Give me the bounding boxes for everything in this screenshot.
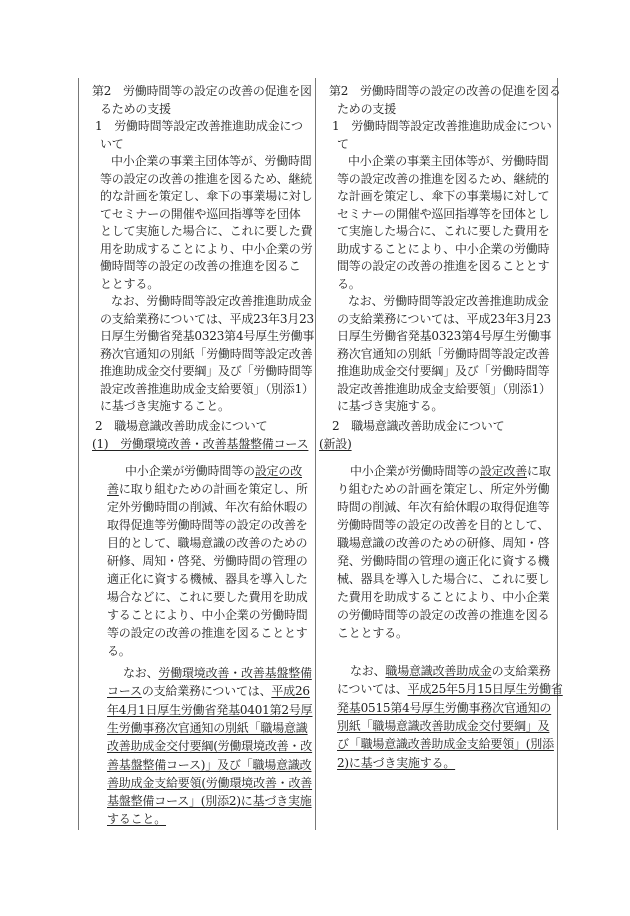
left-text-line: [123, 666, 312, 680]
text-segment: に基づき実施すること。: [100, 399, 230, 413]
text-segment: 中小企業が労働時間等の: [125, 464, 255, 478]
left-text-line: [100, 364, 312, 378]
underlined-revision: 生労働事務次官通知の別紙「職場意識: [107, 720, 308, 735]
underlined-revision: 平成26: [271, 684, 310, 699]
text-segment: 働時間等の設定の改善の推進を図るこ: [100, 259, 301, 273]
underlined-revision: 職場意識改善助成金: [385, 664, 492, 678]
text-segment: 2 職場意識改善助成金について: [332, 419, 505, 433]
right-text-line: [337, 207, 549, 221]
right-text-line: [337, 756, 455, 770]
text-segment: の支給業務については、平成23年3月23: [100, 311, 314, 326]
right-text-line: [337, 102, 396, 116]
text-segment: なお、労働時間等設定改善推進助成金: [111, 294, 312, 308]
text-segment: に基づき実施する。: [337, 399, 444, 413]
text-segment: 職場意識の改善のための研修、周知・啓: [337, 536, 550, 550]
right-text-line: [337, 172, 549, 186]
text-segment: て実施した場合に、これに要した費用を: [337, 224, 550, 238]
left-text-line: [95, 119, 303, 133]
text-segment: た費用を助成することにより、中小企業: [337, 590, 550, 604]
left-text-line: [107, 626, 308, 640]
text-segment: 定外労働時間の削減、年次有給休暇の: [107, 500, 308, 514]
left-text-line: [100, 382, 314, 396]
right-text-line: [337, 399, 443, 413]
left-text-line: [100, 189, 312, 203]
text-segment: 場合などに、これに要した費用を助成: [107, 590, 308, 604]
text-segment: 用を助成することにより、中小企業の労: [100, 241, 313, 256]
right-text-line: [350, 664, 551, 678]
right-text-line: [337, 719, 549, 733]
underlined-revision: コース: [107, 684, 142, 699]
underlined-revision: 善基盤整備コース)」及び「職場意識改: [107, 757, 312, 772]
text-segment: 務次官通知の別紙「労働時間等設定改善: [100, 346, 313, 361]
text-segment: 推進助成金交付要綱」及び「労働時間等: [337, 364, 550, 378]
text-segment: 等の設定改善の推進を図るため、継続的: [337, 171, 549, 186]
text-segment: の支給業務については、: [141, 684, 272, 699]
left-text-line: [100, 347, 312, 361]
text-segment: の支給業務については、平成23年3月23: [337, 311, 551, 326]
right-text-line: [337, 259, 549, 273]
left-text-line: [107, 703, 312, 717]
right-text-line: [319, 437, 352, 451]
left-text-line: [100, 242, 312, 256]
text-segment: 第2 労働時間等の設定の改善の促進を図る: [329, 84, 561, 98]
right-text-line: [332, 119, 552, 133]
underlined-revision: 基盤整備コース」(別添2)に基づき実施: [107, 794, 312, 809]
right-text-line: [350, 464, 551, 478]
underlined-revision: 改善助成金交付要綱(労働環境改善・改: [107, 739, 313, 754]
text-segment: 適正化に資する機械、器具を導入した: [107, 572, 308, 586]
text-segment: る。: [107, 644, 131, 658]
left-text-line: [107, 644, 131, 658]
text-segment: 推進助成金交付要綱」及び「労働時間等: [100, 364, 313, 378]
underlined-revision: (新設): [319, 437, 352, 451]
text-segment: することにより、中小企業の労働時間: [107, 608, 308, 622]
text-segment: の労働時間等の設定の改善の推進を図る: [337, 608, 550, 622]
text-segment: る。: [337, 276, 361, 291]
text-segment: 取得促進等労働時間等の設定の改善を: [107, 518, 308, 532]
underlined-revision: 設定改善: [479, 464, 528, 478]
text-segment: なお、: [123, 666, 159, 680]
underlined-revision: 年4月1日厚生労働省発基0401第2号厚: [107, 702, 313, 717]
left-text-line: [107, 590, 308, 604]
text-segment: な計画を策定し、傘下の事業場に対して: [337, 189, 550, 203]
underlined-revision: (1) 労働環境改善・改善基盤整備コース: [92, 437, 309, 451]
right-text-line: [337, 189, 549, 203]
right-text-line: [337, 500, 549, 514]
text-segment: なお、労働時間等設定改善推進助成金: [348, 294, 549, 308]
left-text-line: [107, 554, 308, 568]
left-text-line: [107, 500, 308, 514]
text-segment: てセミナーの開催や巡回指導等を団体: [100, 206, 301, 221]
underlined-revision: 労働環境改善・改善基盤整備: [158, 666, 312, 680]
right-text-line: [337, 137, 349, 151]
right-text-line: [337, 277, 361, 291]
right-text-line: [329, 84, 561, 98]
right-text-line: [337, 312, 551, 326]
revised-column: [78, 0, 315, 916]
right-text-line: [337, 382, 551, 396]
text-segment: 械、器具を導入した場合に、これに要し: [337, 572, 550, 586]
left-text-line: [107, 776, 312, 790]
text-segment: 等の設定の改善の推進を図ることとす: [107, 626, 308, 640]
text-segment: 労働時間等の設定の改善を目的として、: [337, 518, 550, 532]
right-text-line: [337, 626, 408, 640]
right-text-line: [337, 701, 551, 715]
text-segment: り組むための計画を策定し、所定外労働: [337, 482, 550, 496]
text-segment: 的な計画を策定し、傘下の事業場に対し: [100, 189, 313, 203]
table-border-right: [557, 78, 558, 830]
right-text-line: [337, 329, 551, 343]
text-segment: ととする。: [100, 276, 160, 291]
text-segment: 助成することにより、中小企業の労働時: [337, 241, 550, 256]
text-segment: 中小企業が労働時間等の: [350, 464, 480, 478]
text-segment: 1 労働時間等設定改善推進助成金につ: [95, 119, 303, 133]
text-segment: 中小企業の事業主団体等が、労働時間: [111, 154, 312, 168]
text-segment: に取: [527, 464, 551, 478]
text-segment: に取り組むための計画を策定し、所: [118, 482, 308, 496]
text-segment: ための支援: [337, 101, 397, 116]
left-text-line: [125, 464, 302, 478]
left-text-line: [107, 518, 308, 532]
right-text-line: [332, 419, 504, 433]
current-column: [315, 0, 563, 916]
text-segment: の支給業務: [491, 664, 551, 678]
text-segment: 日厚生労働省発基0323第4号厚生労働事: [337, 329, 552, 343]
left-text-line: [107, 572, 308, 586]
text-segment: て: [337, 136, 349, 151]
text-segment: いて: [100, 136, 124, 151]
left-text-line: [107, 684, 310, 698]
text-segment: 1 労働時間等設定改善推進助成金につい: [332, 119, 552, 133]
text-segment: なお、: [350, 664, 386, 678]
left-text-line: [111, 154, 312, 168]
underlined-revision: 2)に基づき実施する。: [337, 755, 456, 770]
left-text-line: [107, 794, 312, 808]
right-text-line: [337, 482, 549, 496]
text-segment: こととする。: [337, 626, 408, 640]
underlined-revision: び「職場意識改善助成金支給要領」(別添: [337, 737, 554, 752]
right-text-line: [337, 518, 549, 532]
underlined-revision: すること。: [107, 812, 167, 827]
text-segment: セミナーの開催や巡回指導等を団体とし: [337, 206, 550, 221]
right-text-line: [337, 536, 549, 550]
text-segment: 設定改善推進助成金支給要領」（別添1）: [337, 381, 551, 396]
right-text-line: [348, 294, 549, 308]
text-segment: 務次官通知の別紙「労働時間等設定改善: [337, 346, 550, 361]
left-text-line: [100, 329, 314, 343]
text-segment: 間等の設定の改善の推進を図ることとす: [337, 259, 550, 273]
text-segment: 発、労働時間の管理の適正化に資する機: [337, 554, 550, 568]
text-segment: 研修、周知・啓発、労働時間の管理の: [107, 554, 308, 568]
right-text-line: [337, 242, 549, 256]
left-text-line: [107, 721, 308, 735]
text-segment: 2 職場意識改善助成金について: [95, 419, 268, 433]
underlined-revision: 設定の改: [254, 464, 303, 478]
left-text-line: [100, 102, 171, 116]
left-text-line: [111, 294, 312, 308]
left-text-line: [100, 259, 301, 273]
text-segment: 設定改善推進助成金支給要領」（別添1）: [100, 381, 314, 396]
underlined-revision: 善助成金支給要領(労働環境改善・改善: [107, 775, 313, 790]
right-text-line: [337, 554, 549, 568]
text-segment: については、: [337, 682, 408, 697]
left-text-line: [92, 437, 308, 451]
left-text-line: [100, 312, 314, 326]
right-text-line: [337, 737, 554, 751]
left-text-line: [100, 137, 124, 151]
left-text-line: [95, 419, 267, 433]
left-text-line: [92, 84, 312, 98]
text-segment: 中小企業の事業主団体等が、労働時間: [348, 154, 549, 168]
left-text-line: [107, 482, 308, 496]
left-text-line: [107, 608, 308, 622]
left-text-line: [100, 399, 230, 413]
right-text-line: [337, 608, 549, 622]
right-text-line: [337, 224, 549, 238]
text-segment: 等の設定の改善の推進を図るため、継続: [100, 171, 312, 186]
left-text-line: [100, 224, 312, 238]
left-text-line: [107, 812, 166, 826]
right-text-line: [337, 364, 549, 378]
text-segment: として実施した場合に、これに要した費: [100, 224, 313, 238]
right-text-line: [337, 590, 549, 604]
text-segment: 時間の削減、年次有給休暇の取得促進等: [337, 500, 550, 514]
underlined-revision: 発基0515第4号厚生労働事務次官通知の: [337, 700, 552, 715]
underlined-revision: 別紙「職場意識改善助成金交付要綱」及: [337, 718, 550, 733]
left-text-line: [107, 739, 312, 753]
right-text-line: [337, 682, 563, 696]
left-text-line: [107, 536, 307, 550]
left-text-line: [100, 207, 301, 221]
underlined-revision: 平成25年5月15日厚生労働省: [407, 682, 563, 697]
text-segment: るための支援: [100, 101, 171, 116]
right-text-line: [348, 154, 549, 168]
left-text-line: [100, 277, 159, 291]
right-text-line: [337, 347, 549, 361]
left-text-line: [107, 758, 311, 772]
right-text-line: [337, 572, 549, 586]
underlined-revision: 善: [107, 482, 119, 496]
text-segment: 第2 労働時間等の設定の改善の促進を図: [92, 84, 312, 98]
left-text-line: [100, 172, 312, 186]
text-segment: 目的として、職場意識の改善のための: [107, 536, 308, 550]
text-segment: 日厚生労働省発基0323第4号厚生労働事: [100, 329, 315, 343]
